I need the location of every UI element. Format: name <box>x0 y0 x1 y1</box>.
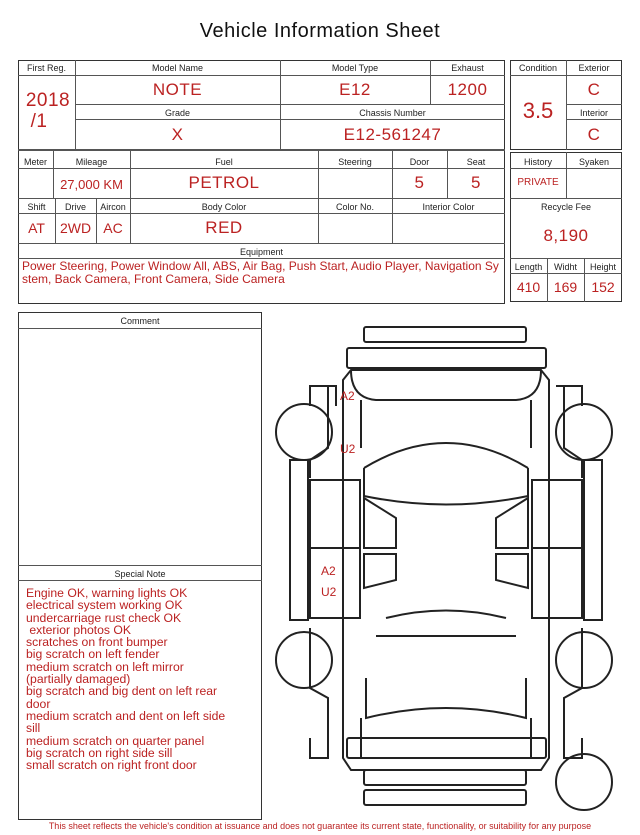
note-line: small scratch on right front door <box>26 758 197 773</box>
rear-bumper-bottom <box>364 770 526 785</box>
disclaimer-footer: This sheet reflects the vehicle's condition at issuance and does not guarantee its current state, functionality, or suitability for any purpose <box>48 821 592 831</box>
model-name-value: NOTE <box>152 80 203 99</box>
right-front-door <box>532 480 582 548</box>
history-label: History <box>523 157 552 167</box>
fuel-value: PETROL <box>188 173 260 192</box>
page-title: Vehicle Information Sheet <box>199 20 441 42</box>
exterior-label: Exterior <box>578 63 610 73</box>
interior-color-label: Interior Color <box>422 202 475 212</box>
special-note-list <box>26 587 256 771</box>
spare-wheel <box>556 754 612 810</box>
rear-plate <box>364 790 526 805</box>
condition-value: 3.5 <box>522 98 554 123</box>
seat-value: 5 <box>471 173 481 192</box>
mileage-label: Mileage <box>75 157 108 167</box>
left-front-window <box>364 498 396 548</box>
body-color-label: Body Color <box>201 202 247 212</box>
model-name-label: Model Name <box>151 63 204 73</box>
mark-front-fender-a: A2 <box>340 389 355 403</box>
chassis-value: E12-561247 <box>343 125 442 144</box>
left-front-door <box>310 480 360 548</box>
first-reg-label: First Reg. <box>26 63 66 73</box>
left-front-fender <box>310 386 328 478</box>
hood <box>351 370 541 400</box>
right-rear-wheel <box>556 632 612 688</box>
drive-label: Drive <box>64 202 86 212</box>
front-bumper-top <box>364 327 526 342</box>
front-bumper <box>347 348 546 368</box>
car-body-outline <box>343 370 549 770</box>
color-no-label: Color No. <box>335 202 374 212</box>
note-line: exterior photos OK <box>26 622 131 637</box>
exhaust-label: Exhaust <box>451 63 484 73</box>
length-label: Length <box>514 262 543 272</box>
mark-rear-door-u: U2 <box>321 585 337 599</box>
note-line: Engine OK, warning lights OK <box>26 586 188 600</box>
note-line: undercarriage rust check OK <box>26 610 182 625</box>
interior-value: C <box>587 125 601 144</box>
note-line: medium scratch and dent on left side <box>26 708 226 723</box>
note-line: electrical system working OK <box>26 598 183 613</box>
note-line: big scratch and big dent on left rear <box>26 684 218 699</box>
seat-label: Seat <box>466 157 486 167</box>
height-label: Height <box>589 262 616 272</box>
special-note-label: Special Note <box>114 569 166 579</box>
mark-front-fender-u: U2 <box>340 442 356 456</box>
width-label: Widht <box>553 262 577 272</box>
recycle-fee-label: Recycle Fee <box>540 202 592 212</box>
drive-value: 2WD <box>59 220 92 236</box>
exhaust-value: 1200 <box>447 80 488 99</box>
exterior-value: C <box>587 80 601 99</box>
meter-label: Meter <box>23 157 47 167</box>
right-quarter-panel <box>564 628 582 758</box>
left-sill <box>290 460 308 620</box>
condition-label: Condition <box>518 63 558 73</box>
rear-window <box>366 678 526 718</box>
note-line: medium scratch on left mirror <box>26 659 184 674</box>
model-type-label: Model Type <box>331 63 379 73</box>
comment-label: Comment <box>120 316 160 326</box>
note-line: big scratch on right side sill <box>26 745 173 760</box>
left-rear-wheel <box>276 632 332 688</box>
note-line: sill <box>26 721 41 736</box>
windshield <box>364 468 528 505</box>
note-line: scratches on front bumper <box>26 635 168 650</box>
mark-rear-door-a: A2 <box>321 564 336 578</box>
grade-value: X <box>171 125 184 144</box>
fuel-label: Fuel <box>215 157 233 167</box>
left-rear-door <box>310 548 360 618</box>
left-quarter-panel <box>310 628 328 758</box>
right-front-fender-top <box>556 386 582 406</box>
steering-label: Steering <box>338 157 372 167</box>
windshield-top <box>364 443 528 468</box>
left-rear-window <box>364 554 396 588</box>
syaken-label: Syaken <box>578 157 610 167</box>
door-label: Door <box>409 157 430 167</box>
width-value: 169 <box>553 279 578 295</box>
note-line: door <box>26 696 51 711</box>
model-type-value: E12 <box>339 80 371 99</box>
left-front-fender-top <box>310 386 336 406</box>
roof-line <box>386 611 506 619</box>
right-rear-door <box>532 548 582 618</box>
body-color-value: RED <box>205 218 243 237</box>
note-line: big scratch on left fender <box>26 647 160 662</box>
length-value: 410 <box>516 279 541 295</box>
recycle-fee-value: 8,190 <box>543 226 589 245</box>
door-value: 5 <box>414 173 425 192</box>
right-rear-window <box>496 554 528 588</box>
right-front-fender <box>564 386 582 478</box>
first-reg-year: 2018 <box>25 90 71 111</box>
height-value: 152 <box>591 279 615 295</box>
shift-label: Shift <box>27 202 46 212</box>
mileage-value: 27,000 KM <box>60 177 123 192</box>
note-line: (partially damaged) <box>26 672 131 687</box>
history-value: PRIVATE <box>517 177 559 188</box>
grade-label: Grade <box>164 108 190 118</box>
equipment-label: Equipment <box>239 247 284 257</box>
equipment-text: Power Steering, Power Window All, ABS, Air Bag, Push Start, Audio Player, Navigation System, Back Camera, Front Camera, Side Camera <box>22 259 499 286</box>
chassis-label: Chassis Number <box>359 108 426 118</box>
note-line: medium scratch on quarter panel <box>26 733 205 748</box>
right-sill <box>584 460 602 620</box>
aircon-label: Aircon <box>100 202 126 212</box>
right-front-window <box>496 498 528 548</box>
interior-label: Interior <box>579 108 608 118</box>
first-reg-month: /1 <box>30 111 48 132</box>
aircon-value: AC <box>103 220 123 236</box>
car-damage-diagram <box>266 318 620 823</box>
rear-bumper <box>347 738 546 758</box>
hood-sides <box>361 400 531 448</box>
shift-value: AT <box>28 220 45 236</box>
